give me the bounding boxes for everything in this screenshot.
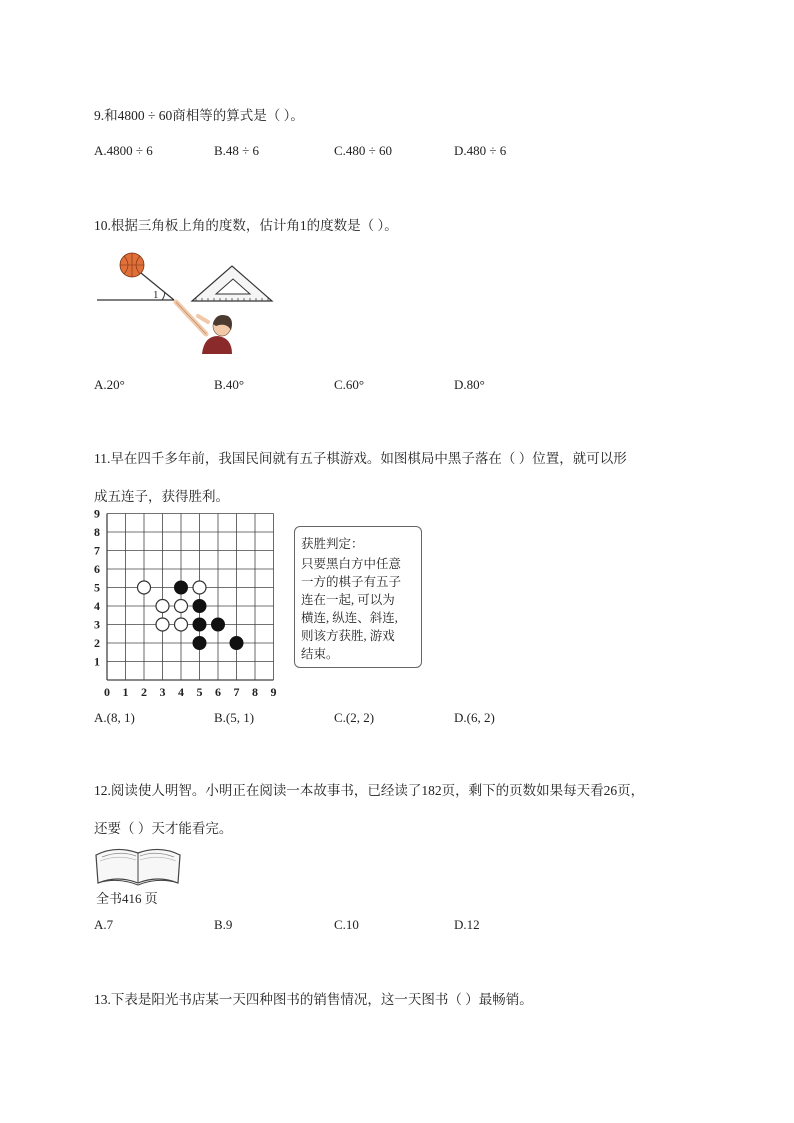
x-tick-label: 5 [196,685,203,699]
win-rule-title: 获胜判定： [301,537,364,551]
q12-stem-line1: 12.阅读使人明智。小明正在阅读一本故事书，已经读了182页，剩下的页数如果每天看26页， [94,783,645,798]
y-tick-label: 3 [94,617,100,632]
x-tick-label: 9 [270,685,277,699]
win-rule-line: 只要黑白方中任意 [301,557,402,571]
win-rule-line: 结束。 [301,647,339,661]
win-rule-line: 横连, 纵连、斜连, [301,611,398,625]
x-tick-label: 4 [178,685,184,699]
y-tick-label: 7 [94,543,100,558]
x-tick-label: 6 [215,685,221,699]
open-book-icon [92,843,184,889]
q12-stem-line2: 还要（ ）天才能看完。 [94,821,233,836]
win-rule-line: 连在一起, 可以为 [301,593,395,607]
q10-option-d: D.80° [454,377,485,392]
q12-option-c: C.10 [334,917,359,932]
q11-stem-line2: 成五连子，获得胜利。 [94,489,229,504]
q11-option-c: C.(2, 2) [334,710,375,725]
q10-option-b: B.40° [214,377,245,392]
y-tick-label: 1 [94,654,100,669]
angle-label: 1 [153,289,159,301]
black-stone [175,581,188,594]
white-stone [138,581,151,594]
white-stone [156,600,169,613]
q10-option-c: C.60° [334,377,365,392]
q12-option-d: D.12 [454,917,480,932]
y-tick-label: 8 [94,525,100,539]
gomoku-board [90,506,290,700]
win-rule-line: 一方的棋子有五子 [301,575,402,589]
win-rule-box [294,526,422,668]
x-tick-label: 2 [141,685,147,699]
x-tick-label: 8 [252,685,258,699]
x-tick-label: 0 [104,685,110,699]
book-caption: 全书416 页 [96,891,158,906]
q11-option-b: B.(5, 1) [214,710,255,725]
set-square-icon [192,266,272,301]
x-tick-label: 7 [233,685,240,699]
q10-figure [94,250,294,355]
y-tick-label: 5 [94,580,100,595]
white-stone [193,581,206,594]
q9-option-c: C.480 ÷ 60 [334,143,393,158]
black-stone [193,618,206,631]
win-rule-line: 则该方获胜, 游戏 [301,629,395,643]
q11-stem-line1: 11.早在四千多年前，我国民间就有五子棋游戏。如图棋局中黑子落在（ ）位置，就可以形 [94,451,627,466]
q9-option-b: B.48 ÷ 6 [214,143,260,158]
q12-option-a: A.7 [94,917,114,932]
q9-option-a: A.4800 ÷ 6 [94,143,153,158]
basketball-icon [120,253,144,277]
y-tick-label: 2 [94,636,100,650]
q11-option-d: D.(6, 2) [454,710,495,725]
x-tick-label: 3 [159,685,166,699]
white-stone [175,600,188,613]
black-stone [193,637,206,650]
black-stone [230,637,243,650]
q12-option-b: B.9 [214,917,233,932]
y-tick-label: 9 [94,506,100,521]
black-stone [212,618,225,631]
q9-stem: 9.和4800 ÷ 60商相等的算式是（ ）。 [94,108,304,123]
q10-option-a: A.20° [94,377,125,392]
y-tick-label: 6 [94,562,100,576]
q9-option-d: D.480 ÷ 6 [454,143,507,158]
y-tick-label: 4 [94,599,100,613]
q11-option-a: A.(8, 1) [94,710,135,725]
boy-figure [176,302,232,354]
x-tick-label: 1 [122,685,129,699]
q13-stem: 13.下表是阳光书店某一天四种图书的销售情况，这一天图书（ ）最畅销。 [94,992,533,1007]
q10-stem: 10.根据三角板上角的度数，估计角1的度数是（ ）。 [94,218,398,233]
angle-arc [162,292,165,300]
white-stone [175,618,188,631]
white-stone [156,618,169,631]
black-stone [193,600,206,613]
